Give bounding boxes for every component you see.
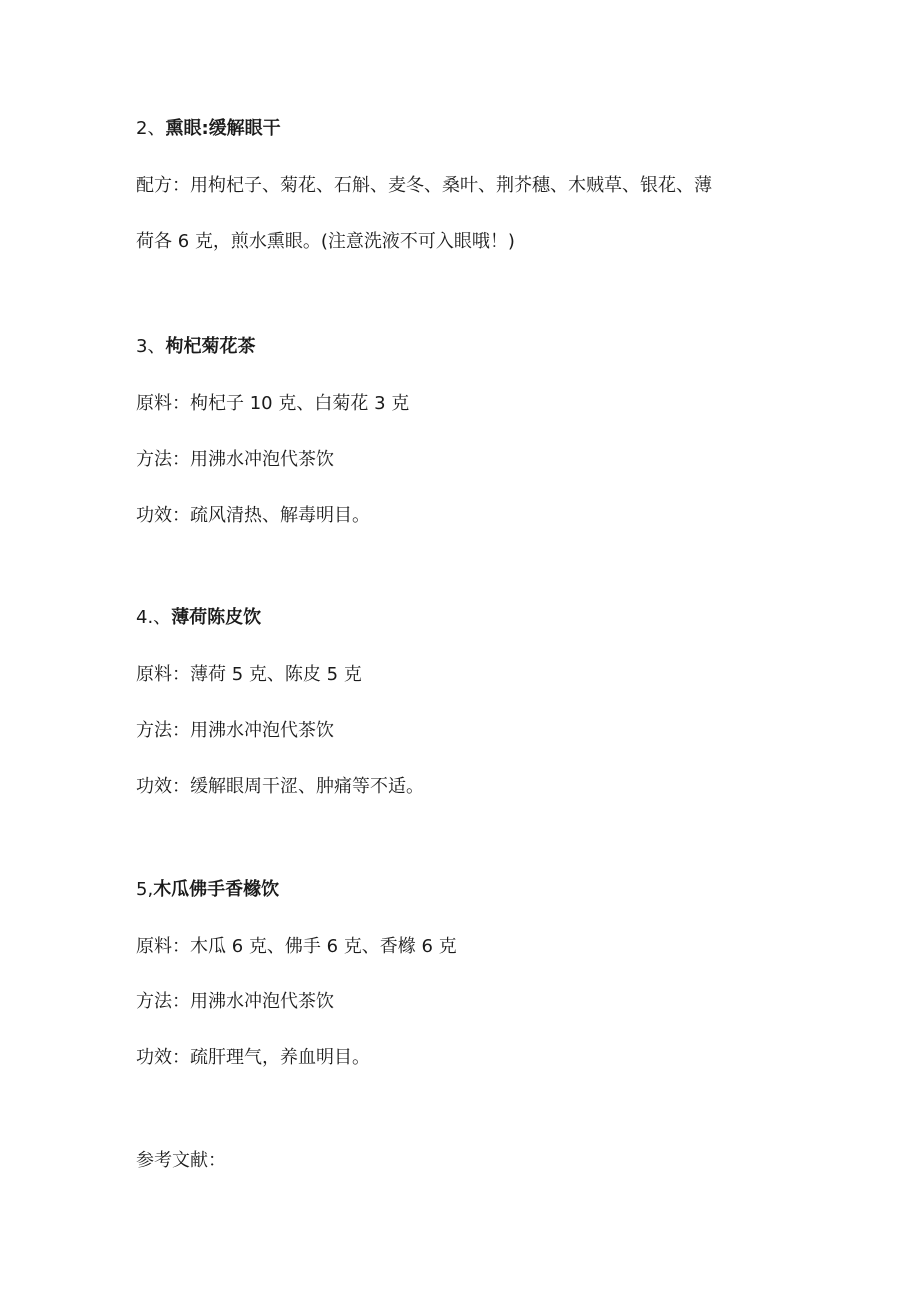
section-number: 2、 — [136, 118, 166, 139]
section-heading-3 — [136, 335, 255, 359]
section-title: 熏眼:缓解眼干 — [165, 118, 281, 139]
section-4-ingredients: 原料：薄荷 5 克、陈皮 5 克 — [136, 664, 362, 685]
section-4-effect: 功效：缓解眼周干涩、肿痛等不适。 — [136, 776, 424, 797]
section-title: 木瓜佛手香橼饮 — [153, 879, 280, 900]
references-label: 参考文献： — [136, 1150, 226, 1171]
section-2-line-1: 配方：用枸杞子、菊花、石斛、麦冬、桑叶、荆芥穗、木贼草、银花、薄 — [136, 175, 712, 196]
section-4-method: 方法：用沸水冲泡代茶饮 — [136, 720, 334, 741]
section-heading-4 — [136, 606, 261, 630]
section-3-ingredients: 原料：枸杞子 10 克、白菊花 3 克 — [136, 393, 410, 414]
section-3-effect: 功效：疏风清热、解毒明目。 — [136, 505, 370, 526]
section-5-effect: 功效：疏肝理气，养血明目。 — [136, 1047, 370, 1068]
section-5-method: 方法：用沸水冲泡代茶饮 — [136, 991, 334, 1012]
section-5-ingredients: 原料：木瓜 6 克、佛手 6 克、香橼 6 克 — [136, 936, 457, 957]
section-2-line-2: 荷各 6 克，煎水熏眼。(注意洗液不可入眼哦！) — [136, 231, 515, 252]
section-title: 枸杞菊花茶 — [165, 336, 256, 357]
section-number: 4.、 — [136, 607, 172, 628]
section-heading-5 — [136, 878, 279, 902]
section-number: 3、 — [136, 336, 166, 357]
section-heading-2 — [136, 117, 281, 141]
section-title: 薄荷陈皮饮 — [171, 607, 262, 628]
section-3-method: 方法：用沸水冲泡代茶饮 — [136, 449, 334, 470]
section-number: 5, — [136, 879, 154, 900]
